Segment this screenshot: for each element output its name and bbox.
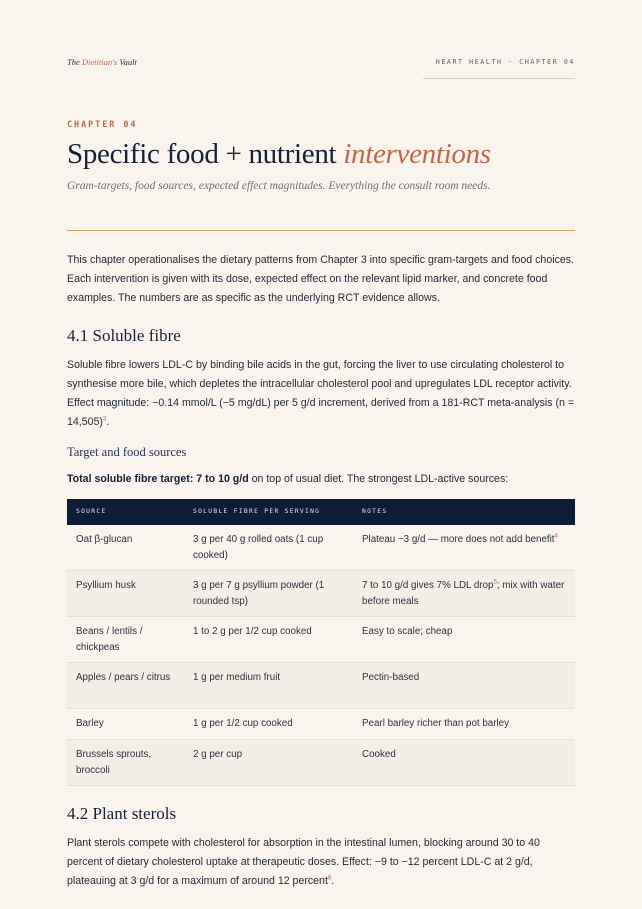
section-heading-plant-sterols: 4.2 Plant sterols	[67, 804, 177, 823]
column-header-source: SOURCE	[76, 508, 107, 515]
chapter-title: Specific food + nutrient interventions	[67, 138, 491, 170]
cell-source: Barley	[76, 718, 104, 729]
title-divider	[67, 230, 575, 231]
cell-notes: Cooked	[362, 749, 396, 760]
chapter-subtitle: Gram-targets, food sources, expected effect magnitudes. Everything the consult room needs.	[67, 180, 491, 192]
cell-notes: Pectin-based	[362, 672, 420, 683]
cell-source: Psyllium husk	[76, 580, 136, 591]
column-header-fibre: SOLUBLE FIBRE PER SERVING	[193, 508, 321, 515]
table-row	[67, 617, 575, 663]
cell-fibre: 3 g per 40 g rolled oats (1 cup cooked)	[193, 534, 324, 561]
cell-fibre: 1 g per 1/2 cup cooked	[193, 718, 293, 729]
cell-fibre: 3 g per 7 g psyllium powder (1 rounded tsp)	[193, 580, 325, 607]
footnote-ref[interactable]: 4	[554, 533, 558, 540]
cell-fibre: 2 g per cup	[193, 749, 243, 760]
cell-source: Apples / pears / citrus	[76, 672, 171, 683]
footnote-ref[interactable]: 6	[327, 875, 332, 882]
cell-fibre: 1 to 2 g per 1/2 cup cooked	[193, 626, 312, 637]
cell-source: Oat β-glucan	[76, 534, 133, 545]
plant-sterols-paragraph: Plant sterols compete with cholesterol for absorption in the intestinal lumen, blocking around 30 to 40 percent of dietary cholesterol uptake at therapeutic doses. Effect: −9 to −12 percent LDL-C at 2 g/d, plateauing at 3 g/d for a maximum of around 12 percent$^6$.	[67, 837, 540, 887]
table-row	[67, 709, 575, 740]
chapter-kicker: CHAPTER 04	[67, 119, 138, 129]
cell-notes: 7 to 10 g/d gives 7% LDL drop$^5$; mix with water before meals	[362, 579, 565, 607]
cell-notes: Pearl barley richer than pot barley	[362, 718, 510, 729]
cell-notes: Easy to scale; cheap	[362, 626, 453, 637]
subheading-target-food-sources: Target and food sources	[67, 445, 187, 459]
soluble-fibre-table	[67, 499, 575, 786]
cell-source: Beans / lentils / chickpeas	[76, 626, 143, 653]
table-row	[67, 525, 575, 571]
header-divider	[423, 78, 575, 79]
table-row	[67, 740, 575, 786]
footnote-ref[interactable]: 3	[102, 416, 107, 423]
column-header-notes: NOTES	[362, 508, 388, 515]
fibre-target-line: Total soluble fibre target: 7 to 10 g/d on top of usual diet. The strongest LDL-active sources:	[67, 473, 509, 485]
cell-source: Brussels sprouts, broccoli	[76, 749, 152, 776]
intro-paragraph: This chapter operationalises the dietary patterns from Chapter 3 into specific gram-targets and food choices. Each intervention is given with its dose, expected effect on the relevant lipid marker, and concrete food examples. The numbers are as specific as the underlying RCT evidence allows.	[67, 254, 574, 304]
cell-notes: Plateau ~3 g/d — more does not add benefit$^4$	[362, 533, 558, 545]
brand-logo-text: The Dietitian's Vault	[67, 57, 137, 67]
table-row	[67, 663, 575, 709]
table-header	[67, 499, 575, 525]
section-heading-soluble-fibre: 4.1 Soluble fibre	[67, 326, 181, 345]
footnote-ref[interactable]: 5	[493, 579, 497, 586]
table-row	[67, 571, 575, 617]
soluble-fibre-paragraph: Soluble fibre lowers LDL-C by binding bile acids in the gut, forcing the liver to use circulating cholesterol to synthesise more bile, which depletes the intracellular cholesterol pool and upregulates LDL receptor activity. Effect magnitude: −0.14 mmol/L (−5 mg/dL) per 5 g/d increment, derived from a 181-RCT meta-analysis (n = 14,505)$^3$.	[67, 359, 575, 428]
cell-fibre: 1 g per medium fruit	[193, 672, 281, 683]
section-label: HEART HEALTH · CHAPTER 04	[435, 58, 575, 66]
running-header	[67, 57, 575, 69]
